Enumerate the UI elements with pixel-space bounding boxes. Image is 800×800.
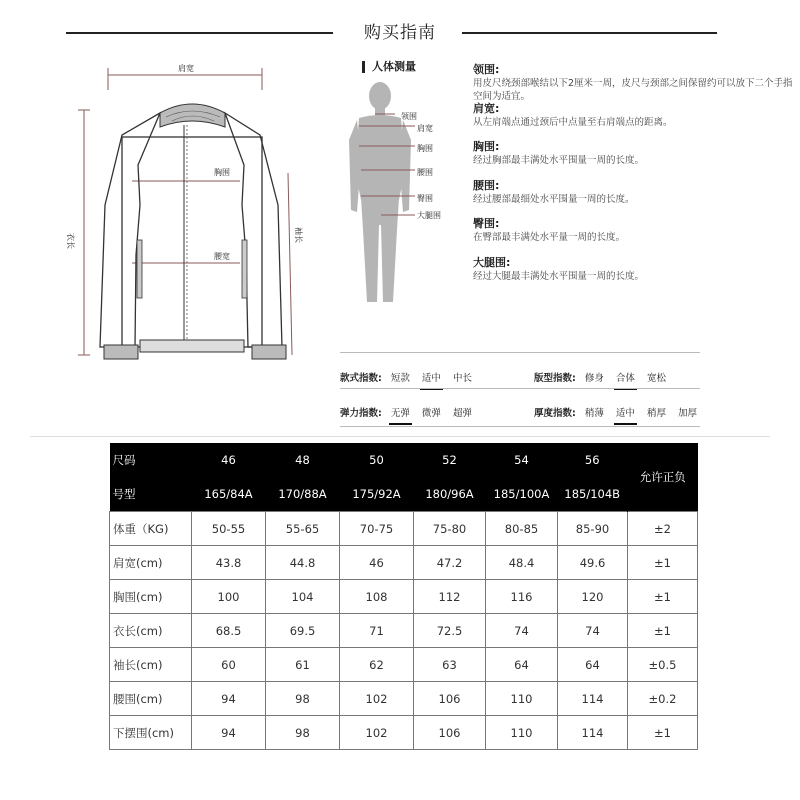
- row-label: 胸围(cm): [110, 580, 192, 614]
- definition-item: [473, 139, 793, 178]
- size-header-row: [110, 443, 698, 477]
- table-cell: 68.5: [192, 614, 266, 648]
- definition-item: [473, 62, 793, 101]
- table-cell: 104: [266, 580, 340, 614]
- table-cell: 98: [266, 716, 340, 750]
- tolerance-header: 允许正负: [628, 443, 698, 512]
- table-cell: 47.2: [414, 546, 486, 580]
- definition-desc: 用皮尺绕颈部喉结以下2厘米一周，皮尺与颈部之间保留约可以放下二个手指空间为适宜。: [473, 78, 793, 102]
- jacket-diagram: [60, 55, 360, 375]
- table-cell: 110: [486, 682, 558, 716]
- label-length: 衣长: [66, 233, 75, 249]
- section-marker: [362, 61, 365, 73]
- fit-index: [534, 370, 675, 384]
- fit-option-selected: 合体: [616, 370, 635, 384]
- table-cell: 61: [266, 648, 340, 682]
- definition-item: [473, 216, 793, 255]
- fig-label-neck: 领围: [401, 112, 417, 121]
- thickness-index: [534, 405, 706, 419]
- table-cell: 102: [340, 716, 414, 750]
- divider: [340, 352, 700, 353]
- type-header-row: [110, 477, 698, 512]
- elastic-option-selected: 无弹: [391, 405, 410, 419]
- size-label: 尺码: [110, 443, 192, 477]
- table-cell: 62: [340, 648, 414, 682]
- measure-definitions: [473, 62, 793, 293]
- fig-label-thigh: 大腿围: [417, 211, 441, 220]
- label-waist: 腰宽: [214, 252, 230, 261]
- tolerance-cell: ±0.5: [628, 648, 698, 682]
- fit-option: 修身: [584, 373, 604, 384]
- table-cell: 75-80: [414, 512, 486, 546]
- thickness-option: 稍薄: [584, 408, 604, 419]
- style-option: 中长: [452, 373, 472, 384]
- page-title: 购买指南: [364, 23, 436, 43]
- type-label: 号型: [110, 477, 192, 512]
- row-label: 体重（KG): [110, 512, 192, 546]
- table-cell: 69.5: [266, 614, 340, 648]
- table-cell: 98: [266, 682, 340, 716]
- definition-desc: 经过大腿最丰满处水平围量一周的长度。: [473, 270, 645, 282]
- table-cell: 100: [192, 580, 266, 614]
- thickness-option: 加厚: [677, 408, 697, 419]
- table-row: [110, 580, 698, 614]
- elastic-option: 微弹: [421, 408, 441, 419]
- type-cell: 180/96A: [414, 477, 486, 512]
- table-cell: 112: [414, 580, 486, 614]
- size-cell: 48: [266, 443, 340, 477]
- row-label: 袖长(cm): [110, 648, 192, 682]
- table-cell: 55-65: [266, 512, 340, 546]
- definition-term: 腰围:: [473, 178, 500, 192]
- fig-label-waist: 腰围: [417, 168, 433, 177]
- size-table-body: [110, 512, 698, 750]
- table-cell: 49.6: [558, 546, 628, 580]
- header-line-left: [66, 32, 333, 34]
- table-cell: 74: [558, 614, 628, 648]
- table-cell: 114: [558, 716, 628, 750]
- fig-label-shoulder: 肩宽: [417, 124, 433, 133]
- label-sleeve: 袖长: [294, 227, 303, 243]
- definition-term: 肩宽:: [473, 101, 500, 115]
- row-label: 衣长(cm): [110, 614, 192, 648]
- tolerance-cell: ±1: [628, 716, 698, 750]
- table-row: [110, 614, 698, 648]
- thickness-option-selected: 适中: [616, 405, 635, 419]
- type-cell: 175/92A: [340, 477, 414, 512]
- table-cell: 110: [486, 716, 558, 750]
- table-cell: 120: [558, 580, 628, 614]
- fig-label-hip: 臀围: [417, 194, 433, 203]
- header-line-right: [462, 32, 717, 34]
- table-cell: 70-75: [340, 512, 414, 546]
- table-row: [110, 648, 698, 682]
- table-cell: 102: [340, 682, 414, 716]
- table-cell: 106: [414, 716, 486, 750]
- table-cell: 64: [486, 648, 558, 682]
- row-label: 下摆围(cm): [110, 716, 192, 750]
- thickness-option: 稍厚: [646, 408, 666, 419]
- table-cell: 72.5: [414, 614, 486, 648]
- tolerance-cell: ±1: [628, 614, 698, 648]
- definition-item: [473, 101, 793, 140]
- table-cell: 50-55: [192, 512, 266, 546]
- type-cell: 185/100A: [486, 477, 558, 512]
- row-label: 肩宽(cm): [110, 546, 192, 580]
- definition-term: 臀围:: [473, 217, 500, 230]
- size-cell: 46: [192, 443, 266, 477]
- style-index: [340, 370, 481, 384]
- table-cell: 94: [192, 716, 266, 750]
- tolerance-cell: ±1: [628, 546, 698, 580]
- size-table: [109, 443, 698, 750]
- fit-option: 宽松: [646, 373, 666, 384]
- fit-index-label: 版型指数:: [534, 373, 576, 384]
- tolerance-cell: ±1: [628, 580, 698, 614]
- divider: [340, 388, 700, 389]
- table-cell: 46: [340, 546, 414, 580]
- table-cell: 106: [414, 682, 486, 716]
- size-cell: 52: [414, 443, 486, 477]
- divider: [340, 426, 700, 427]
- style-index-label: 款式指数:: [340, 373, 382, 384]
- definition-desc: 经过胸部最丰满处水平围量一周的长度。: [473, 155, 645, 166]
- label-shoulder: 肩宽: [178, 64, 194, 73]
- table-cell: 85-90: [558, 512, 628, 546]
- fig-label-chest: 胸围: [417, 144, 433, 153]
- definition-term: 胸围:: [473, 140, 500, 153]
- size-cell: 56: [558, 443, 628, 477]
- definition-term: 领围:: [473, 63, 500, 76]
- tolerance-cell: ±2: [628, 512, 698, 546]
- definition-term: 大腿围:: [473, 255, 511, 269]
- table-cell: 71: [340, 614, 414, 648]
- table-row: [110, 682, 698, 716]
- table-cell: 94: [192, 682, 266, 716]
- table-cell: 80-85: [486, 512, 558, 546]
- definition-desc: 从左肩端点通过颈后中点量至右肩端点的距离。: [473, 116, 673, 128]
- table-row: [110, 546, 698, 580]
- table-cell: 44.8: [266, 546, 340, 580]
- definition-desc: 经过腰部最细处水平围量一周的长度。: [473, 193, 635, 205]
- type-cell: 165/84A: [192, 477, 266, 512]
- table-cell: 64: [558, 648, 628, 682]
- style-option: 短款: [390, 373, 410, 384]
- definition-desc: 在臀部最丰满处水平量一周的长度。: [473, 232, 626, 243]
- table-row: [110, 512, 698, 546]
- table-cell: 114: [558, 682, 628, 716]
- table-row: [110, 716, 698, 750]
- tolerance-cell: ±0.2: [628, 682, 698, 716]
- table-cell: 74: [486, 614, 558, 648]
- divider: [30, 436, 770, 437]
- row-label: 腰围(cm): [110, 682, 192, 716]
- size-cell: 50: [340, 443, 414, 477]
- table-cell: 60: [192, 648, 266, 682]
- style-option-selected: 适中: [422, 370, 441, 384]
- table-cell: 116: [486, 580, 558, 614]
- table-cell: 43.8: [192, 546, 266, 580]
- table-cell: 48.4: [486, 546, 558, 580]
- definition-item: [473, 178, 793, 217]
- elastic-index-label: 弹力指数:: [340, 408, 382, 419]
- table-cell: 63: [414, 648, 486, 682]
- type-cell: 170/88A: [266, 477, 340, 512]
- table-cell: 108: [340, 580, 414, 614]
- definition-item: [473, 255, 793, 294]
- size-cell: 54: [486, 443, 558, 477]
- thickness-index-label: 厚度指数:: [534, 408, 576, 419]
- label-chest: 胸围: [214, 168, 230, 177]
- elastic-index: [340, 405, 481, 419]
- elastic-option: 超弹: [452, 408, 472, 419]
- body-measure-title: 人体测量: [372, 60, 416, 73]
- type-cell: 185/104B: [558, 477, 628, 512]
